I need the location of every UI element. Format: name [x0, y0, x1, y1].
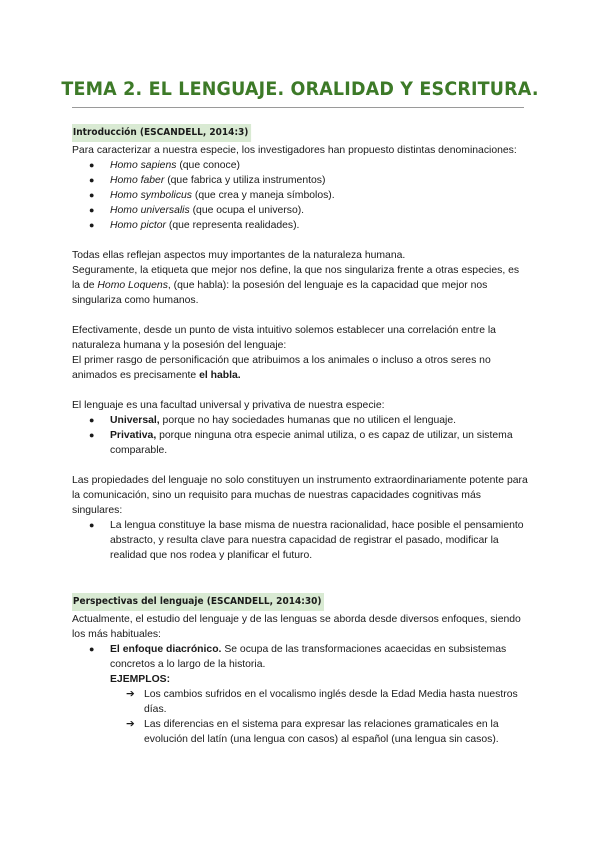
list-item [72, 428, 528, 458]
ejemplos-list [72, 687, 528, 747]
list-item-desc: (que ocupa el universo). [192, 205, 305, 216]
paragraph [72, 263, 528, 308]
list-item-desc: Las diferencias en el sistema para expresar las relaciones gramaticales en la evolución del latín (una lengua con casos) al español (una lengua sin casos). [144, 719, 499, 745]
list-item-desc: (que fabrica y utiliza instrumentos) [167, 175, 326, 186]
bullet-icon: ● [89, 415, 95, 425]
list-item-desc: Se ocupa de las transformaciones acaecidas en subsistemas concretos a lo largo de la historia. [110, 644, 507, 670]
list-item-term: Homo pictor [110, 220, 167, 231]
list-item-desc: Los cambios sufridos en el vocalismo inglés desde la Edad Media hasta nuestros días. [144, 689, 518, 715]
list-item [72, 717, 528, 747]
list-item-term: Homo universalis [110, 205, 190, 216]
text-run: El primer rasgo de personificación que atribuimos a los animales o incluso a otros seres no animados es precisamente [72, 355, 491, 381]
list-item [72, 158, 528, 173]
list-item-desc: (que conoce) [179, 160, 240, 171]
paragraph: Para caracterizar a nuestra especie, los investigadores han propuesto distintas denominaciones: [72, 145, 517, 156]
title-divider [72, 107, 524, 108]
paragraph: El lenguaje es una facultad universal y privativa de nuestra especie: [72, 400, 385, 411]
capacidades-list [72, 518, 528, 563]
paragraph: Las propiedades del lenguaje no solo constituyen un instrumento extraordinariamente potente para la comunicación, sino un requisito para muchas de nuestras capacidades cognitivas más singulares: [72, 475, 528, 516]
list-item-desc: La lengua constituye la base misma de nuestra racionalidad, hace posible el pensamiento abstracto, y resulta clave para nuestra capacidad de registrar el pasado, modificar la realidad que nos rodea y planificar el futuro. [110, 520, 524, 561]
paragraph [72, 353, 528, 383]
bullet-icon: ● [89, 160, 95, 170]
emphasis-term: Homo Loquens [97, 280, 168, 291]
list-item-term: Universal, [110, 415, 160, 426]
list-item-desc: (que crea y maneja símbolos). [194, 190, 335, 201]
list-item-desc: porque no hay sociedades humanas que no utilicen el lenguaje. [159, 415, 457, 426]
text-run: , (que habla): la posesión del lenguaje es la capacidad que mejor nos singulariza como humanos. [72, 280, 488, 306]
list-item [72, 218, 528, 233]
bullet-icon: ● [89, 175, 95, 185]
enfoques-list [72, 642, 528, 672]
list-item-term: El enfoque diacrónico. [110, 644, 222, 655]
bold-term: el habla. [199, 370, 241, 381]
list-item-term: Homo sapiens [110, 160, 177, 171]
list-item [72, 642, 528, 672]
features-list [72, 413, 528, 458]
section-heading-perspectivas: Perspectivas del lenguaje (ESCANDELL, 2014:30) [72, 593, 324, 611]
list-item [72, 518, 528, 563]
document-title: TEMA 2. EL LENGUAJE. ORALIDAD Y ESCRITURA. [61, 78, 539, 100]
paragraph: Todas ellas reflejan aspectos muy importantes de la naturaleza humana. [72, 250, 406, 261]
list-item-term: Homo symbolicus [110, 190, 192, 201]
list-item-term: Privativa, [110, 430, 157, 441]
text-run: Seguramente, la etiqueta que mejor nos define, la que nos singulariza frente a otras especies, es la de [72, 265, 520, 291]
list-item-term: Homo faber [110, 175, 165, 186]
arrow-right-icon: ➔ [126, 719, 135, 730]
arrow-right-icon: ➔ [126, 689, 135, 700]
list-item [72, 413, 528, 428]
section-heading-introduccion: Introducción (ESCANDELL, 2014:3) [72, 124, 251, 142]
list-item-desc: porque ninguna otra especie animal utiliza, o es capaz de utilizar, un sistema comparable. [110, 430, 513, 456]
bullet-icon: ● [89, 520, 95, 530]
document-body [72, 124, 528, 747]
paragraph: Actualmente, el estudio del lenguaje y de las lenguas se aborda desde diversos enfoques, siendo los más habituales: [72, 614, 521, 640]
list-item [72, 188, 528, 203]
list-item [72, 173, 528, 188]
paragraph: Efectivamente, desde un punto de vista intuitivo solemos establecer una correlación entre la naturaleza humana y la posesión del lenguaje: [72, 325, 496, 351]
bullet-icon: ● [89, 644, 95, 654]
bullet-icon: ● [89, 190, 95, 200]
list-item-desc: (que representa realidades). [168, 220, 300, 231]
bullet-icon: ● [89, 205, 95, 215]
denominaciones-list [72, 158, 528, 233]
bullet-icon: ● [89, 220, 95, 230]
list-item [72, 203, 528, 218]
ejemplos-label: EJEMPLOS: [110, 674, 171, 685]
list-item [72, 687, 528, 717]
bullet-icon: ● [89, 430, 95, 440]
